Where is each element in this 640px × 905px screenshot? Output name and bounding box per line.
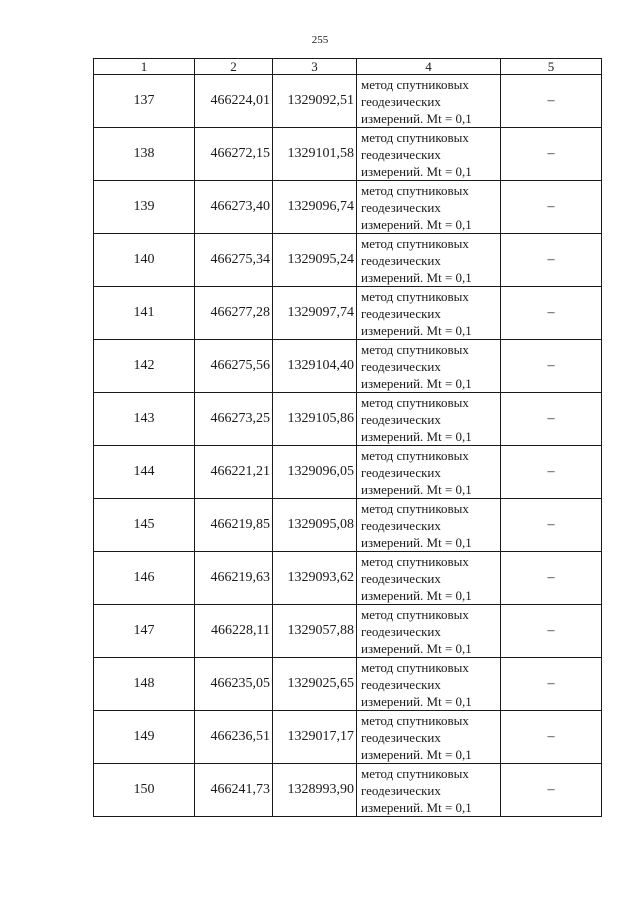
coordinates-table	[93, 58, 602, 817]
method-line-3: измерений. Mt = 0,1	[361, 640, 472, 656]
method-line-1: метод спутниковых	[361, 235, 469, 251]
method-cell	[357, 75, 501, 128]
column-header-2: 2	[195, 59, 273, 75]
table-body	[94, 75, 602, 817]
method-line-3: измерений. Mt = 0,1	[361, 163, 472, 179]
table-row	[94, 446, 602, 499]
table-header-row	[94, 59, 602, 75]
method-line-1: метод спутниковых	[361, 553, 469, 569]
method-cell	[357, 287, 501, 340]
method-line-3: измерений. Mt = 0,1	[361, 534, 472, 550]
table-row	[94, 128, 602, 181]
x-coordinate-cell: 466273,40	[195, 181, 273, 234]
table-row	[94, 764, 602, 817]
method-line-1: метод спутниковых	[361, 659, 469, 675]
x-coordinate-cell: 466235,05	[195, 658, 273, 711]
y-coordinate-cell: 1329057,88	[273, 605, 357, 658]
note-cell: –	[501, 75, 602, 128]
table-row	[94, 499, 602, 552]
x-coordinate-cell: 466228,11	[195, 605, 273, 658]
method-line-1: метод спутниковых	[361, 447, 469, 463]
table-row	[94, 75, 602, 128]
note-cell: –	[501, 605, 602, 658]
method-line-3: измерений. Mt = 0,1	[361, 216, 472, 232]
method-cell	[357, 499, 501, 552]
point-number-cell: 143	[94, 393, 195, 446]
x-coordinate-cell: 466273,25	[195, 393, 273, 446]
y-coordinate-cell: 1329092,51	[273, 75, 357, 128]
x-coordinate-cell: 466272,15	[195, 128, 273, 181]
y-coordinate-cell: 1328993,90	[273, 764, 357, 817]
point-number-cell: 140	[94, 234, 195, 287]
method-line-1: метод спутниковых	[361, 76, 469, 92]
method-line-3: измерений. Mt = 0,1	[361, 110, 472, 126]
note-cell: –	[501, 287, 602, 340]
y-coordinate-cell: 1329095,08	[273, 499, 357, 552]
method-line-1: метод спутниковых	[361, 765, 469, 781]
method-line-2: геодезических	[361, 570, 441, 586]
y-coordinate-cell: 1329097,74	[273, 287, 357, 340]
y-coordinate-cell: 1329105,86	[273, 393, 357, 446]
y-coordinate-cell: 1329104,40	[273, 340, 357, 393]
method-line-2: геодезических	[361, 676, 441, 692]
point-number-cell: 138	[94, 128, 195, 181]
x-coordinate-cell: 466219,85	[195, 499, 273, 552]
y-coordinate-cell: 1329096,05	[273, 446, 357, 499]
x-coordinate-cell: 466224,01	[195, 75, 273, 128]
method-line-2: геодезических	[361, 623, 441, 639]
method-line-1: метод спутниковых	[361, 606, 469, 622]
method-line-1: метод спутниковых	[361, 288, 469, 304]
x-coordinate-cell: 466236,51	[195, 711, 273, 764]
x-coordinate-cell: 466241,73	[195, 764, 273, 817]
method-line-3: измерений. Mt = 0,1	[361, 746, 472, 762]
note-cell: –	[501, 764, 602, 817]
x-coordinate-cell: 466275,56	[195, 340, 273, 393]
method-line-2: геодезических	[361, 305, 441, 321]
method-line-2: геодезических	[361, 517, 441, 533]
note-cell: –	[501, 340, 602, 393]
x-coordinate-cell: 466219,63	[195, 552, 273, 605]
method-cell	[357, 764, 501, 817]
method-line-3: измерений. Mt = 0,1	[361, 587, 472, 603]
method-cell	[357, 234, 501, 287]
method-line-3: измерений. Mt = 0,1	[361, 799, 472, 815]
point-number-cell: 147	[94, 605, 195, 658]
table-row	[94, 552, 602, 605]
table-row	[94, 605, 602, 658]
method-line-2: геодезических	[361, 729, 441, 745]
y-coordinate-cell: 1329095,24	[273, 234, 357, 287]
x-coordinate-cell: 466221,21	[195, 446, 273, 499]
point-number-cell: 137	[94, 75, 195, 128]
point-number-cell: 146	[94, 552, 195, 605]
note-cell: –	[501, 393, 602, 446]
method-line-3: измерений. Mt = 0,1	[361, 693, 472, 709]
method-line-2: геодезических	[361, 252, 441, 268]
y-coordinate-cell: 1329017,17	[273, 711, 357, 764]
method-cell	[357, 446, 501, 499]
point-number-cell: 149	[94, 711, 195, 764]
method-cell	[357, 393, 501, 446]
method-line-3: измерений. Mt = 0,1	[361, 375, 472, 391]
y-coordinate-cell: 1329093,62	[273, 552, 357, 605]
x-coordinate-cell: 466275,34	[195, 234, 273, 287]
table-row	[94, 181, 602, 234]
point-number-cell: 150	[94, 764, 195, 817]
note-cell: –	[501, 711, 602, 764]
table-row	[94, 711, 602, 764]
column-header-4: 4	[357, 59, 501, 75]
table-row	[94, 393, 602, 446]
method-line-1: метод спутниковых	[361, 341, 469, 357]
method-cell	[357, 340, 501, 393]
method-cell	[357, 128, 501, 181]
method-line-1: метод спутниковых	[361, 500, 469, 516]
table-row	[94, 340, 602, 393]
method-line-1: метод спутниковых	[361, 182, 469, 198]
method-cell	[357, 658, 501, 711]
column-header-1: 1	[94, 59, 195, 75]
table-row	[94, 234, 602, 287]
method-line-2: геодезических	[361, 411, 441, 427]
note-cell: –	[501, 658, 602, 711]
note-cell: –	[501, 552, 602, 605]
y-coordinate-cell: 1329025,65	[273, 658, 357, 711]
method-line-2: геодезических	[361, 358, 441, 374]
note-cell: –	[501, 181, 602, 234]
method-line-2: геодезических	[361, 464, 441, 480]
y-coordinate-cell: 1329096,74	[273, 181, 357, 234]
method-cell	[357, 552, 501, 605]
method-line-1: метод спутниковых	[361, 129, 469, 145]
method-cell	[357, 711, 501, 764]
note-cell: –	[501, 128, 602, 181]
method-line-3: измерений. Mt = 0,1	[361, 428, 472, 444]
y-coordinate-cell: 1329101,58	[273, 128, 357, 181]
column-header-5: 5	[501, 59, 602, 75]
note-cell: –	[501, 499, 602, 552]
method-line-2: геодезических	[361, 199, 441, 215]
column-header-3: 3	[273, 59, 357, 75]
method-line-2: геодезических	[361, 146, 441, 162]
method-line-3: измерений. Mt = 0,1	[361, 481, 472, 497]
method-line-1: метод спутниковых	[361, 712, 469, 728]
method-line-3: измерений. Mt = 0,1	[361, 269, 472, 285]
method-line-2: геодезических	[361, 93, 441, 109]
x-coordinate-cell: 466277,28	[195, 287, 273, 340]
point-number-cell: 142	[94, 340, 195, 393]
note-cell: –	[501, 234, 602, 287]
method-line-3: измерений. Mt = 0,1	[361, 322, 472, 338]
point-number-cell: 144	[94, 446, 195, 499]
point-number-cell: 145	[94, 499, 195, 552]
note-cell: –	[501, 446, 602, 499]
point-number-cell: 141	[94, 287, 195, 340]
method-line-2: геодезических	[361, 782, 441, 798]
method-line-1: метод спутниковых	[361, 394, 469, 410]
point-number-cell: 139	[94, 181, 195, 234]
method-cell	[357, 181, 501, 234]
table-row	[94, 658, 602, 711]
table-row	[94, 287, 602, 340]
point-number-cell: 148	[94, 658, 195, 711]
method-cell	[357, 605, 501, 658]
page-number: 255	[311, 34, 329, 46]
